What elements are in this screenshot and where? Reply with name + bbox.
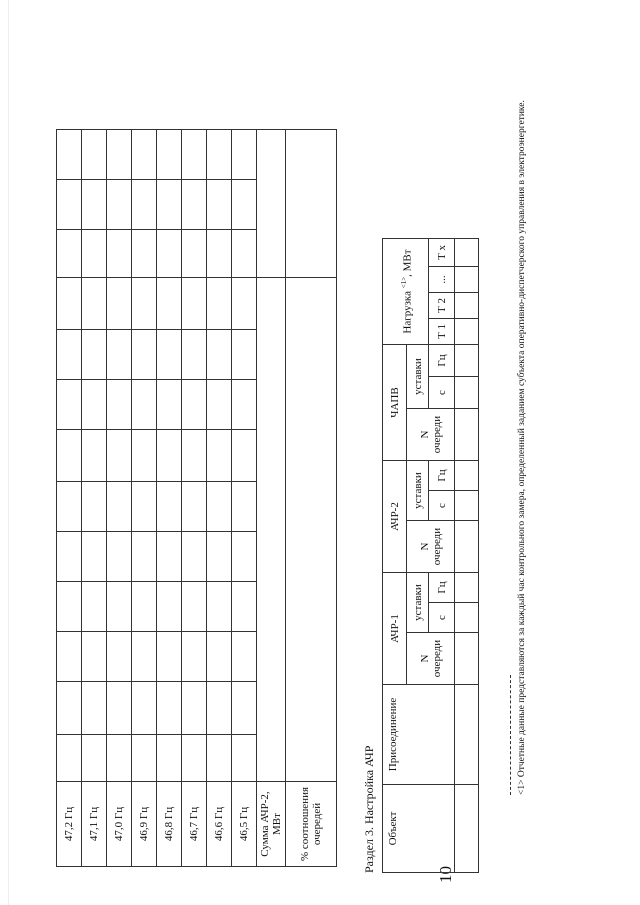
empty-cell xyxy=(157,130,182,180)
empty-cell xyxy=(82,582,107,632)
n-label: N xyxy=(418,542,431,551)
empty-cell xyxy=(107,482,132,532)
empty-cell xyxy=(57,430,82,482)
empty-cell xyxy=(455,409,479,461)
empty-cell xyxy=(232,532,257,582)
empty-cell xyxy=(107,632,132,682)
empty-cell xyxy=(132,482,157,532)
empty-cell xyxy=(132,632,157,682)
empty-cell xyxy=(207,482,232,532)
empty-cell xyxy=(157,482,182,532)
unit-hz: Гц xyxy=(429,573,455,603)
n-label: N xyxy=(418,654,431,663)
achr-settings-table xyxy=(382,238,479,873)
empty-cell xyxy=(182,735,207,782)
table-row xyxy=(232,130,257,867)
unit-sec: с xyxy=(429,491,455,521)
empty-cell xyxy=(132,380,157,430)
header-object: Объект xyxy=(383,785,455,873)
empty-cell xyxy=(207,230,232,278)
empty-cell xyxy=(107,430,132,482)
header-achr2-queue xyxy=(407,521,455,573)
load-tx: Т х xyxy=(429,239,455,267)
unit-sec: с xyxy=(429,377,455,409)
row-label: 47,1 Гц xyxy=(82,782,107,867)
table-row xyxy=(157,130,182,867)
footnote-text: Отчетные данные представляются за каждый час контрольного замера, определенный заданием субъекта оперативно-диспетчерского управления в электроэнергетике. xyxy=(517,100,527,778)
table-row xyxy=(182,130,207,867)
empty-cell xyxy=(455,685,479,785)
empty-cell xyxy=(57,380,82,430)
footnote-separator xyxy=(510,675,511,795)
empty-cell xyxy=(82,278,107,330)
empty-cell xyxy=(182,230,207,278)
empty-cell xyxy=(232,430,257,482)
header-achr1: АЧР-1 xyxy=(383,573,407,685)
table-row xyxy=(132,130,157,867)
empty-cell xyxy=(132,582,157,632)
empty-cell xyxy=(207,380,232,430)
empty-cell xyxy=(82,735,107,782)
empty-cell xyxy=(455,785,479,873)
empty-cell xyxy=(57,130,82,180)
empty-cell xyxy=(157,532,182,582)
empty-cell xyxy=(82,330,107,380)
empty-cell xyxy=(57,735,82,782)
row-label: 47,2 Гц xyxy=(57,782,82,867)
header-chapv-settings: уставки xyxy=(407,345,429,409)
empty-cell xyxy=(207,532,232,582)
empty-cell xyxy=(232,482,257,532)
empty-cell xyxy=(157,582,182,632)
empty-cell xyxy=(207,180,232,230)
row-label: 46,8 Гц xyxy=(157,782,182,867)
table-row xyxy=(257,130,286,867)
empty-cell xyxy=(455,633,479,685)
empty-cell xyxy=(57,582,82,632)
empty-cell xyxy=(182,482,207,532)
empty-cell xyxy=(157,278,182,330)
empty-cell xyxy=(232,130,257,180)
empty-cell xyxy=(455,377,479,409)
empty-cell xyxy=(232,380,257,430)
empty-cell xyxy=(286,130,337,278)
empty-cell xyxy=(107,682,132,735)
empty-cell xyxy=(57,330,82,380)
footnote xyxy=(516,35,529,795)
empty-cell xyxy=(132,682,157,735)
empty-cell xyxy=(157,330,182,380)
queue-label: очереди xyxy=(430,639,443,678)
footnote-mark: <1> xyxy=(517,779,527,795)
empty-cell xyxy=(57,180,82,230)
table-row xyxy=(286,130,337,867)
empty-cell xyxy=(257,130,286,278)
empty-cell xyxy=(107,532,132,582)
header-load-label: Нагрузка xyxy=(401,291,414,334)
header-load-unit: , МВт xyxy=(401,249,414,277)
header-chapv: ЧАПВ xyxy=(383,345,407,461)
empty-cell xyxy=(132,230,157,278)
empty-cell xyxy=(157,632,182,682)
empty-cell xyxy=(232,682,257,735)
row-label: Сумма АЧР-2, МВт xyxy=(257,782,286,867)
empty-cell xyxy=(182,682,207,735)
empty-cell xyxy=(182,130,207,180)
empty-cell xyxy=(232,582,257,632)
header-load xyxy=(383,239,429,345)
empty-cell xyxy=(157,180,182,230)
empty-cell xyxy=(107,582,132,632)
empty-cell xyxy=(82,430,107,482)
empty-cell xyxy=(107,735,132,782)
empty-cell xyxy=(182,632,207,682)
empty-cell xyxy=(207,130,232,180)
empty-cell xyxy=(57,682,82,735)
empty-cell xyxy=(232,735,257,782)
empty-cell xyxy=(82,230,107,278)
empty-cell xyxy=(57,532,82,582)
empty-cell xyxy=(182,430,207,482)
frequency-table xyxy=(56,129,337,867)
empty-cell xyxy=(207,682,232,735)
empty-cell xyxy=(132,278,157,330)
empty-cell xyxy=(82,682,107,735)
row-label: 47,0 Гц xyxy=(107,782,132,867)
row-label: 46,9 Гц xyxy=(132,782,157,867)
empty-cell xyxy=(455,319,479,345)
empty-cell xyxy=(286,278,337,782)
empty-cell xyxy=(107,380,132,430)
empty-cell xyxy=(57,230,82,278)
empty-cell xyxy=(455,573,479,603)
empty-cell xyxy=(232,278,257,330)
header-load-footnote-mark: <1> xyxy=(399,276,408,289)
empty-cell xyxy=(132,130,157,180)
table-row xyxy=(82,130,107,867)
empty-cell xyxy=(82,482,107,532)
empty-cell xyxy=(157,735,182,782)
empty-cell xyxy=(82,180,107,230)
header-connection: Присоединение xyxy=(383,685,455,785)
empty-cell xyxy=(107,180,132,230)
empty-cell xyxy=(455,267,479,293)
row-label: 46,7 Гц xyxy=(182,782,207,867)
empty-cell xyxy=(132,180,157,230)
row-label: 46,6 Гц xyxy=(207,782,232,867)
header-achr1-settings: уставки xyxy=(407,573,429,633)
header-achr1-queue xyxy=(407,633,455,685)
unit-sec: с xyxy=(429,603,455,633)
load-t2: Т 2 xyxy=(429,293,455,319)
empty-cell xyxy=(232,230,257,278)
empty-cell xyxy=(257,278,286,782)
queue-label: очереди xyxy=(430,527,443,566)
empty-cell xyxy=(107,230,132,278)
empty-cell xyxy=(57,482,82,532)
empty-cell xyxy=(455,603,479,633)
table-row xyxy=(107,130,132,867)
empty-cell xyxy=(82,532,107,582)
empty-cell xyxy=(132,330,157,380)
empty-cell xyxy=(207,430,232,482)
empty-cell xyxy=(182,380,207,430)
empty-cell xyxy=(232,330,257,380)
empty-cell xyxy=(455,345,479,377)
empty-cell xyxy=(455,521,479,573)
empty-cell xyxy=(157,682,182,735)
table-row xyxy=(207,130,232,867)
row-label: 46,5 Гц xyxy=(232,782,257,867)
load-t1: Т 1 xyxy=(429,319,455,345)
empty-cell xyxy=(232,180,257,230)
empty-cell xyxy=(182,278,207,330)
page-number: 10 xyxy=(436,866,455,883)
empty-cell xyxy=(132,430,157,482)
empty-cell xyxy=(232,632,257,682)
empty-cell xyxy=(182,532,207,582)
empty-cell xyxy=(182,582,207,632)
empty-cell xyxy=(455,293,479,319)
table-row xyxy=(455,239,479,873)
table-row xyxy=(57,130,82,867)
empty-cell xyxy=(207,735,232,782)
row-label: % соотношения очередей xyxy=(286,782,337,867)
empty-cell xyxy=(57,278,82,330)
empty-cell xyxy=(157,430,182,482)
empty-cell xyxy=(182,330,207,380)
empty-cell xyxy=(455,239,479,267)
empty-cell xyxy=(455,461,479,491)
empty-cell xyxy=(107,130,132,180)
empty-cell xyxy=(207,278,232,330)
empty-cell xyxy=(132,735,157,782)
empty-cell xyxy=(107,278,132,330)
empty-cell xyxy=(157,380,182,430)
empty-cell xyxy=(157,230,182,278)
n-label: N xyxy=(418,430,431,439)
unit-hz: Гц xyxy=(429,345,455,377)
section-title: Раздел 3. Настройка АЧР xyxy=(362,745,376,873)
queue-label: очереди xyxy=(430,415,443,454)
empty-cell xyxy=(207,582,232,632)
empty-cell xyxy=(182,180,207,230)
header-achr2: АЧР-2 xyxy=(383,461,407,573)
empty-cell xyxy=(107,330,132,380)
header-achr2-settings: уставки xyxy=(407,461,429,521)
header-chapv-queue xyxy=(407,409,455,461)
empty-cell xyxy=(57,632,82,682)
unit-hz: Гц xyxy=(429,461,455,491)
empty-cell xyxy=(455,491,479,521)
load-dots: ... xyxy=(429,267,455,293)
empty-cell xyxy=(207,632,232,682)
empty-cell xyxy=(82,380,107,430)
empty-cell xyxy=(82,130,107,180)
empty-cell xyxy=(82,632,107,682)
empty-cell xyxy=(132,532,157,582)
empty-cell xyxy=(207,330,232,380)
